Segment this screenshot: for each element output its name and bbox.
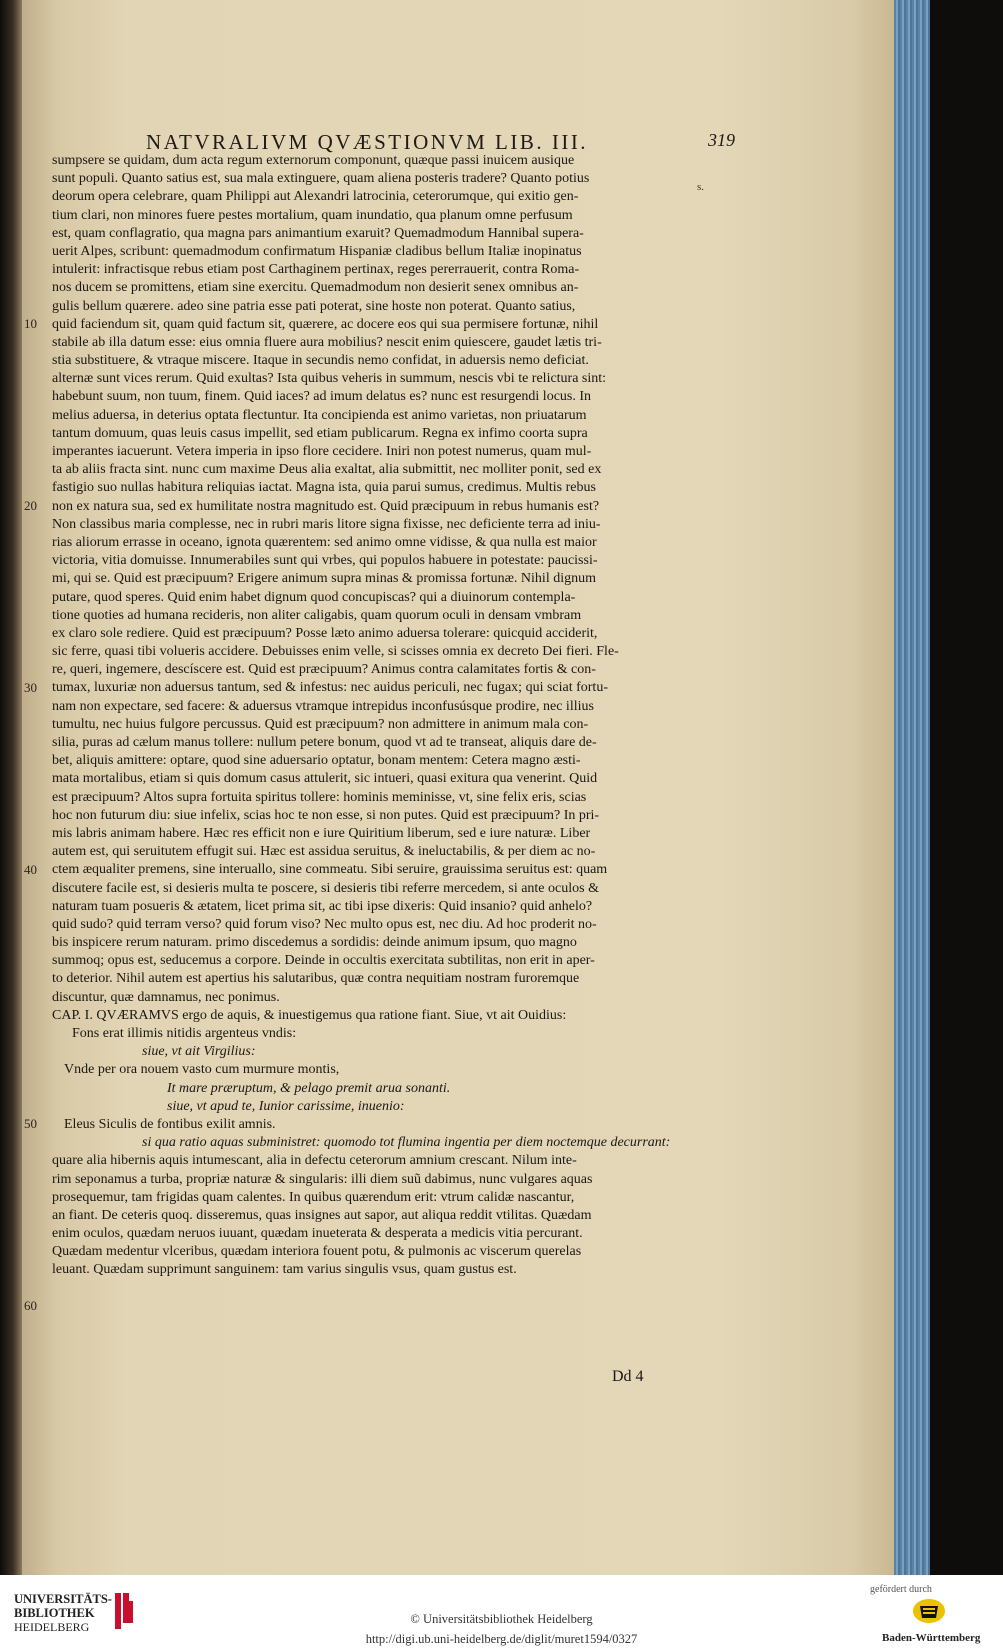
text-line: leuant. Quædam supprimunt sanguinem: tam varius singulis vsus, quam gustus est. <box>52 1262 517 1278</box>
text-line: gulis bellum quærere. adeo sine patria esse pati poterat, sine hoste non poterat. Quanto satius, <box>52 298 576 314</box>
scan-margin-right <box>930 0 1003 1575</box>
text-line: bet, aliquis amittere: optare, quod sine aduersario optatur, bonam mentem: Cetera magno æsti- <box>52 753 581 769</box>
line-number: 20 <box>24 498 37 513</box>
text-line: hoc non futurum diu: siue infelix, scias hoc te non esse, si non putes. Quid est præcipuum? In pri- <box>52 807 600 823</box>
text-line: mis labris animam habere. Hæc res efficit non e iure Quiritium liberum, sed e iure naturæ. Liber <box>52 825 591 841</box>
text-line: rias aliorum errasse in oceano, ignota quærentem: sed animo omne vidisse, & qua nulla est maior <box>52 534 597 550</box>
library-name-line3: HEIDELBERG <box>14 1620 90 1634</box>
text-line: tium clari, non minores fuere pestes mortalium, quam inundatio, qua planum omne perfusum <box>52 207 573 223</box>
text-line: tumultu, nec huius fulgore percussus. Quid est præcipuum? non admittere in animum mala con- <box>52 716 589 732</box>
page-fore-edge <box>894 0 930 1575</box>
text-line: non ex natura sua, sed ex humilitate nostra magnitudo est. Quid præcipuum in rebus humanis est? <box>52 498 600 514</box>
text-line: ta ab aliis fracta sint. nunc cum maxime Deus alia exaltat, alia submittit, nec molliter ponit, sed ex <box>52 462 602 478</box>
text-line: mi, qui se. Quid est præcipuum? Erigere animum supra minas & promissa fortunæ. Nihil dignum <box>52 571 596 587</box>
text-line: stabile ab illa datum esse: eius omnia fluere aura mobilius? nescit enim quiescere, gaudet lætis tri- <box>52 334 602 350</box>
text-line: uerit Alpes, scribunt: quemadmodum confirmatum Hispaniæ cladibus bellum Italiæ inopinatus <box>52 243 582 259</box>
text-line: sunt populi. Quanto satius est, sua mala extinguere, quam aliena posteris tradere? Quanto potius <box>52 171 590 187</box>
text-line: bis inspicere rerum naturam. primo discedemus a sordidis: deinde animum ipsum, quo magno <box>52 935 577 951</box>
text-line: enim oculos, quædam neruos iuuant, quædam inueterata & desperata a medicis vitia percurant. <box>52 1226 583 1242</box>
text-line: CAP. I. QVÆRAMVS ergo de aquis, & inuestigemus qua ratione fiant. Siue, vt ait Ouidius: <box>52 1007 567 1023</box>
running-head: NATVRALIVM QVÆSTIONVM LIB. III. <box>146 130 589 154</box>
text-line: Quædam medentur vlceribus, quædam interiora fouent potu, & pulmonis ac viscerum querelas <box>52 1244 582 1260</box>
text-line: autem est, qui seruitutem effugit sui. Hæc est assidua seruitus, & ineluctabilis, & per diem ac no- <box>52 844 596 860</box>
library-name-line2: BIBLIOTHEK <box>14 1606 95 1620</box>
text-line: summoq; opus est, seducemus a corpore. Deinde in occultis exercitata subtilitas, non erit in aper- <box>52 953 595 969</box>
text-line: quare alia hibernis aquis intumescant, alia in defectu ceterorum amnium crescant. Nilum inte- <box>52 1153 577 1169</box>
line-number: 40 <box>24 862 37 877</box>
text-line: Fons erat illimis nitidis argenteus vndis: <box>72 1026 297 1041</box>
text-line: sic ferre, quasi tibi volueris accidere. Debuisses enim velle, si scisses omnia ex decreto Dei fieri. Fle- <box>52 644 619 660</box>
text-line: re, queri, ingemere, descíscere est. Quid est præcipuum? Animus contra calamitates fortis & con- <box>52 662 596 678</box>
text-line: quid sudo? quid terram verso? quid forum viso? Nec multo opus est, nec diu. Ad hoc proderit no- <box>52 916 597 932</box>
line-number: 60 <box>24 1298 37 1313</box>
signature-mark: Dd 4 <box>612 1368 644 1385</box>
text-line: ex claro sole rediere. Quid est præcipuum? Posse læto animo aduersa tolerare: quicquid acciderit, <box>52 625 598 641</box>
text-line: siue, vt ait Virgilius: <box>142 1044 256 1060</box>
text-line: intulerit: infractisque rebus etiam post Carthaginem pertinax, reges pererrauerit, contra Roma- <box>52 262 580 278</box>
text-line: naturam tuam posueris & ætatem, licet prima sit, ac tibi ipse dixeris: Quid insanio? quid anhelo? <box>52 898 593 914</box>
book-spine <box>0 0 22 1575</box>
funder-name: Baden-Württemberg <box>882 1632 981 1644</box>
text-line: discuntur, quæ damnamus, nec ponimus. <box>52 989 280 1005</box>
library-name-line1: UNIVERSITÄTS- <box>14 1592 112 1606</box>
text-line: imperantes iacuerunt. Vetera imperia in ipso flore cecidere. Iniri non potest numerus, quam mul- <box>52 444 592 459</box>
line-number: 30 <box>24 680 37 695</box>
text-line: quid faciendum sit, quam quid factum sit, quærere, ac docere eos qui sua permisere fortunæ, nihil <box>52 316 599 332</box>
text-line: si qua ratio aquas subministret: quomodo tot flumina ingentia per diem noctemque decurrant: <box>142 1135 671 1151</box>
text-line: discutere facile est, si desieris multa te poscere, si desieris tibi referre mercedem, si ante oculos & <box>52 880 599 896</box>
text-line: stia substituere, & vtraque miscere. Itaque in secundis nemo confidat, in aduersis nemo deficiat. <box>52 353 589 369</box>
text-line: silia, puras ad cælum manus tollere: nullum petere bonum, quod vt ad te transeat, aliquis dare de- <box>52 735 597 750</box>
text-line: melius aduersa, in deterius optata flectuntur. Ita concipienda est animo varietas, non priuatarum <box>52 407 587 423</box>
text-line: tione quoties ad humana recideris, non aliter caligabis, quam quorum oculi in densam vmbram <box>52 607 582 623</box>
line-number: 50 <box>24 1116 37 1131</box>
text-line: Non classibus maria complesse, nec in rubri maris litore signa fixisse, nec deficiente terra ad iniu- <box>52 516 601 532</box>
text-line: sumpsere se quidam, dum acta regum externorum componunt, quæque passi inuicem ausique <box>52 153 575 168</box>
text-line: mata mortalibus, etiam si quis domum casus attulerit, sic intueri, quasi exitura qua venerint. Quid <box>52 771 598 787</box>
text-line: Vnde per ora nouem vasto cum murmure montis, <box>64 1062 340 1078</box>
text-line: est, quam conflagratio, qua magna pars animantium exaruit? Quemadmodum Hannibal supera- <box>52 225 584 241</box>
text-line: It mare præruptum, & pelago premit arua sonanti. <box>167 1080 451 1096</box>
text-line: putare, quod speres. Quid enim habet dignum quod concupiscas? qui a diuinorum contempla- <box>52 589 576 605</box>
text-line: prosequemur, tam frigidas quam calentes. In quibus quærendum erit: vtrum calidæ nascantur, <box>52 1189 575 1205</box>
text-line: nos ducem se promittens, etiam sine exercitu. Quemadmodum non desierit senex omnibus an- <box>52 280 579 296</box>
text-line: deorum opera celebrare, quam Philippi aut Alexandri latrocinia, ceterorumque, qui exitio gen- <box>52 189 579 205</box>
permalink[interactable]: http://digi.ub.uni-heidelberg.de/diglit/muret1594/0327 <box>365 1632 638 1646</box>
text-line: nam non expectare, sed facere: & aduersus vtramque intrepidus inconfusúsque prodire, nec illius <box>52 698 594 714</box>
copyright-notice: © Universitätsbibliothek Heidelberg <box>410 1612 593 1626</box>
line-number: 10 <box>24 316 37 331</box>
margin-note: s. <box>697 181 705 193</box>
text-line: tumax, luxuriæ non aduersus tantum, sed & infestus: nec auidus periculi, nec fugax; qui sciat fortu- <box>52 680 608 696</box>
funded-by-label: gefördert durch <box>870 1584 932 1595</box>
text-line: fastigio suo nullas habitura reliquias iactat. Magna ista, quia parui sumus, credimus. Multis rebus <box>52 480 596 496</box>
text-line: rim seponamus a turba, propriæ naturæ & singularis: illi diem suũ dabimus, nunc vulgares aquas <box>52 1171 593 1187</box>
text-line: siue, vt apud te, Iunior carissime, inuenio: <box>167 1098 405 1114</box>
text-line: tantum domuum, quas leuis casus impellit, sed etiam publicarum. Regna ex infimo coorta supra <box>52 425 588 441</box>
text-line: alternæ sunt vices rerum. Quid exultas? Ista quibus veheris in summum, nescis vbi te relictura sint: <box>52 371 607 387</box>
text-line: to deterior. Nihil autem est apertius his salutaribus, quæ contra nequitiam nostram furoremque <box>52 971 580 987</box>
text-line: est præcipuum? Altos supra fortuita spiritus tollere: hominis meminisse, vt, sine felix eris, scias <box>52 789 587 805</box>
text-line: habebunt suum, non tuum, finem. Quid iaces? ad imum delatus es? nunc est resurgendi locus. In <box>52 389 592 405</box>
text-line: Eleus Siculis de fontibus exilit amnis. <box>64 1116 276 1132</box>
text-line: an fiant. De ceteris quoq. disseremus, quas insignes aut sapor, aut aliqua reddit vtilitas. Quædam <box>52 1207 592 1223</box>
text-line: victoria, vitia domuisse. Innumerabiles sunt qui vrbes, qui populos habuere in potestate: paucissi- <box>52 553 598 569</box>
coat-of-arms-icon <box>912 1598 946 1624</box>
body-text <box>52 152 724 1280</box>
text-line: ctem æqualiter premens, sine interuallo, sine commeatu. Sibi seruire, grauissima seruitus est: quam <box>52 862 608 878</box>
folio-number: 319 <box>708 130 735 150</box>
